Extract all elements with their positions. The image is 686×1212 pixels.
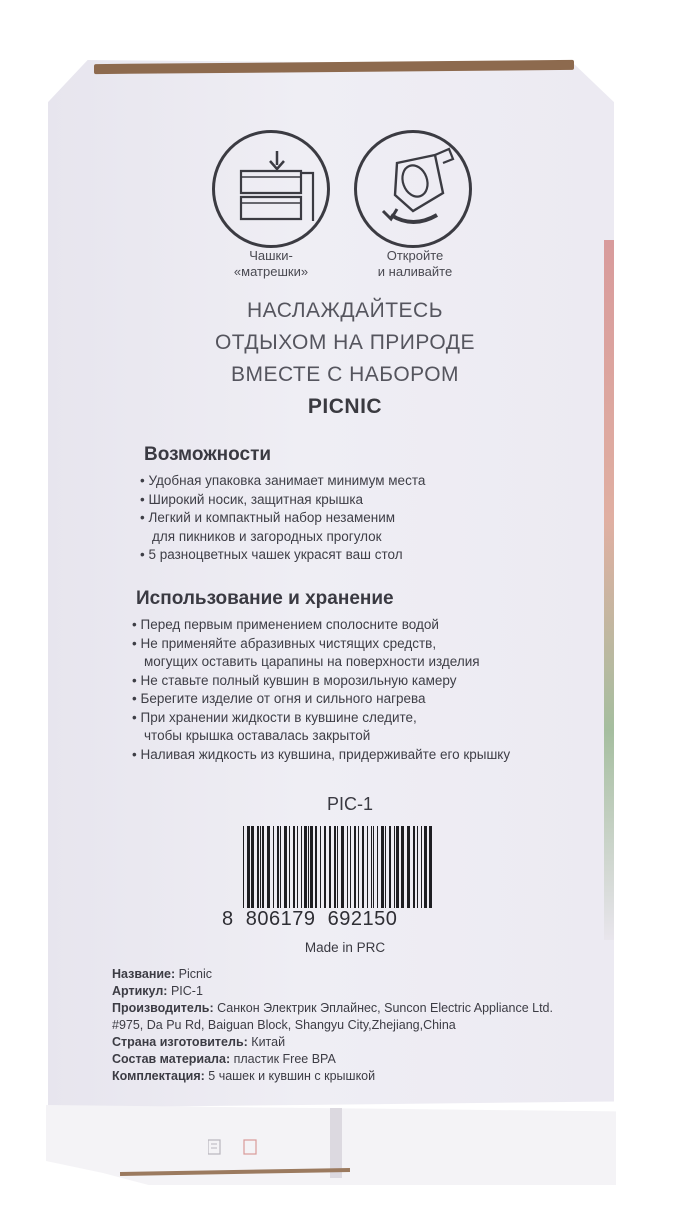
brand-name: PICNIC — [307, 395, 383, 418]
barcode-bar — [407, 826, 410, 908]
barcode-bar — [334, 826, 336, 908]
barcode-bar — [396, 826, 399, 908]
spec-value: пластик Free BPA — [233, 1052, 336, 1066]
barcode-bar — [301, 826, 302, 908]
barcode-bar — [257, 826, 259, 908]
spec-row — [112, 1034, 592, 1051]
barcode-bar — [247, 826, 250, 908]
caption-line: Откройте — [386, 248, 444, 263]
list-item: • Не применяйте абразивных чистящих средств, — [132, 635, 437, 651]
barcode-number: 8 806179 692150 — [222, 908, 398, 930]
barcode-bar — [304, 826, 307, 908]
barcode-bar — [262, 826, 264, 908]
barcode-bar — [373, 826, 374, 908]
spec-value: 5 чашек и кувшин с крышкой — [208, 1069, 376, 1083]
barcode-bar — [289, 826, 290, 908]
barcode-bar — [284, 826, 287, 908]
barcode-bar — [354, 826, 356, 908]
usage-title: Использование и хранение — [136, 588, 394, 609]
spec-row — [112, 966, 592, 983]
barcode-bar — [377, 826, 378, 908]
list-item: • Берегите изделие от огня и сильного нагрева — [132, 691, 426, 706]
barcode-bar — [308, 826, 309, 908]
spec-value: Китай — [251, 1035, 286, 1049]
nesting-cups-icon — [212, 130, 330, 248]
made-in-label: Made in PRC — [304, 940, 386, 955]
barcode-bar — [320, 826, 321, 908]
spec-row — [112, 1068, 592, 1085]
barcode-bar — [341, 826, 344, 908]
spec-label: Производитель: — [112, 1001, 214, 1015]
headline — [150, 295, 540, 423]
barcode-bar — [260, 826, 261, 908]
spec-label: Комплектация: — [112, 1069, 205, 1083]
spec-value: #975, Da Pu Rd, Baiguan Block, Shangyu City,Zhejiang,China — [112, 1018, 456, 1032]
barcode-bar — [385, 826, 386, 908]
caption-line: и наливайте — [377, 264, 453, 279]
barcode-bar — [389, 826, 391, 908]
caption-line: «матрешки» — [233, 264, 309, 279]
spec-value: PIC-1 — [170, 984, 203, 998]
usage-list — [132, 616, 510, 764]
spec-value: Picnic — [178, 967, 212, 981]
barcode-bar — [401, 826, 404, 908]
barcode — [243, 826, 433, 908]
barcode-bar — [297, 826, 298, 908]
barcode-bar — [394, 826, 395, 908]
box-side-edge — [604, 240, 614, 940]
barcode-bar — [315, 826, 317, 908]
barcode-bar — [251, 826, 254, 908]
barcode-bar — [267, 826, 270, 908]
list-item: • При хранении жидкости в кувшине следите, — [132, 709, 417, 725]
barcode-bar — [429, 826, 432, 908]
barcode-bar — [347, 826, 348, 908]
barcode-bar — [371, 826, 372, 908]
spec-value: Санкон Электрик Эплайнес, Suncon Electric Appliance Ltd. — [217, 1001, 553, 1015]
spec-label: Артикул: — [112, 984, 168, 998]
barcode-bar — [280, 826, 281, 908]
barcode-bar — [424, 826, 427, 908]
barcode-bar — [381, 826, 384, 908]
spec-row — [112, 1017, 592, 1034]
caption-line: Чашки- — [249, 248, 293, 263]
list-item: • Перед первым применением сполосните водой — [132, 617, 439, 632]
headline-line: НАСЛАЖДАЙТЕСЬ — [247, 299, 443, 322]
product-specs — [112, 966, 592, 1085]
barcode-bar — [362, 826, 364, 908]
list-item-continuation: чтобы крышка оставалась закрытой — [144, 728, 371, 743]
barcode-bar — [277, 826, 279, 908]
barcode-bar — [417, 826, 418, 908]
spec-row — [112, 1051, 592, 1068]
spec-label: Название: — [112, 967, 176, 981]
spec-row — [112, 1000, 592, 1017]
barcode-bar — [329, 826, 331, 908]
headline-line: ОТДЫХОМ НА ПРИРОДЕ — [214, 331, 476, 354]
list-item: • Наливая жидкость из кувшина, придерживайте его крышку — [132, 746, 511, 762]
barcode-bar — [358, 826, 359, 908]
list-item: • Не ставьте полный кувшин в морозильную камеру — [132, 672, 457, 688]
features-title: Возможности — [144, 444, 272, 465]
pour-jug-caption — [350, 248, 480, 280]
barcode-bar — [367, 826, 368, 908]
feature-icons — [212, 130, 482, 280]
spec-row — [112, 983, 592, 1000]
features-list — [140, 472, 425, 565]
recycling-marks — [208, 1138, 268, 1156]
sku-label: PIC-1 — [326, 794, 373, 814]
spec-label: Страна изготовитель: — [112, 1035, 248, 1049]
barcode-bar — [421, 826, 422, 908]
barcode-bar — [293, 826, 295, 908]
barcode-bar — [350, 826, 351, 908]
nesting-cups-caption — [206, 248, 336, 280]
barcode-bar — [243, 826, 244, 908]
list-item: • Удобная упаковка занимает минимум места — [140, 473, 426, 488]
spec-label: Состав материала: — [112, 1052, 231, 1066]
list-item-continuation: для пикников и загородных прогулок — [152, 528, 382, 544]
barcode-bar — [273, 826, 274, 908]
list-item-continuation: могущих оставить царапины на поверхности изделия — [144, 654, 480, 669]
pour-jug-icon — [354, 130, 472, 248]
list-item: • 5 разноцветных чашек украсят ваш стол — [140, 547, 403, 562]
list-item: • Широкий носик, защитная крышка — [140, 491, 364, 507]
list-item: • Легкий и компактный набор незаменим — [140, 510, 396, 525]
barcode-bar — [413, 826, 415, 908]
barcode-bar — [324, 826, 326, 908]
headline-line: ВМЕСТЕ С НАБОРОМ — [230, 363, 460, 386]
barcode-bar — [337, 826, 338, 908]
barcode-bar — [310, 826, 313, 908]
